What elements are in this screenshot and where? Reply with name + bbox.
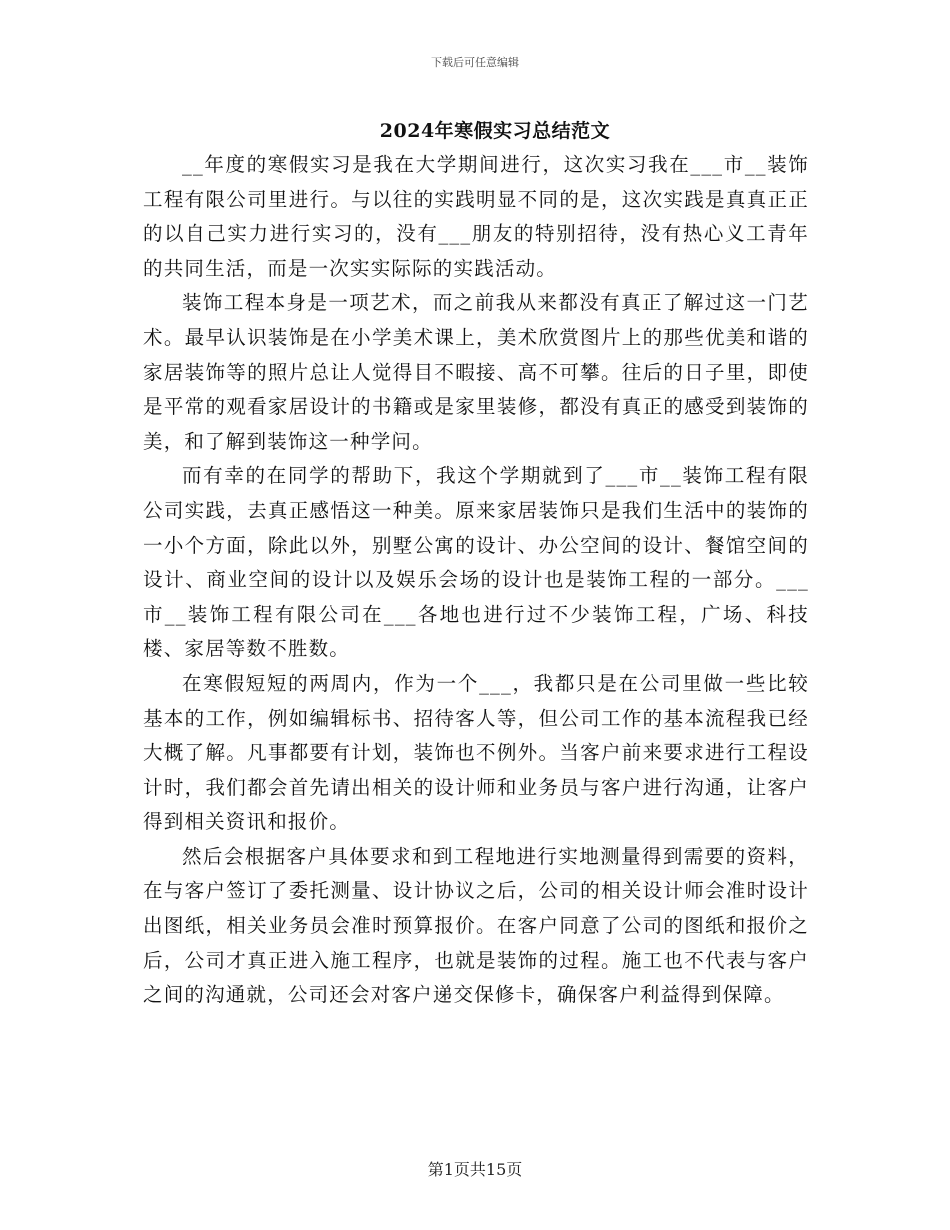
paragraph: __年度的寒假实习是我在大学期间进行，这次实习我在___市__装饰工程有限公司里进行。与以往的实践明显不同的是，这次实践是真真正正的以自己实力进行实习的，没有___朋友的特别招待，没有热心义工青年的共同生活，而是一次实实际际的实践活动。 xyxy=(143,153,809,280)
download-note: 下载后可任意编辑 xyxy=(431,56,519,69)
paragraph: 在寒假短短的两周内，作为一个___，我都只是在公司里做一些比较基本的工作，例如编辑标书、招待客人等，但公司工作的基本流程我已经大概了解。凡事都要有计划，装饰也不例外。当客户前来要求进行工程设计时，我们都会首先请出相关的设计师和业务员与客户进行沟通，让客户得到相关资讯和报价。 xyxy=(143,671,809,834)
page-number: 第1页共15页 xyxy=(427,1160,523,1179)
paragraph: 然后会根据客户具体要求和到工程地进行实地测量得到需要的资料，在与客户签订了委托测量、设计协议之后，公司的相关设计师会准时设计出图纸，相关业务员会准时预算报价。在客户同意了公司的图纸和报价之后，公司才真正进入施工程序，也就是装饰的过程。施工也不代表与客户之间的沟通就，公司还会对客户递交保修卡，确保客户利益得到保障。 xyxy=(143,844,809,1007)
paragraph: 而有幸的在同学的帮助下，我这个学期就到了___市__装饰工程有限公司实践，去真正感悟这一种美。原来家居装饰只是我们生活中的装饰的一小个方面，除此以外，别墅公寓的设计、办公空间的设计、餐馆空间的设计、商业空间的设计以及娱乐会场的设计也是装饰工程的一部分。___市__装饰工程有限公司在___各地也进行过不少装饰工程，广场、科技楼、家居等数不胜数。 xyxy=(143,464,809,661)
paragraph: 装饰工程本身是一项艺术，而之前我从来都没有真正了解过这一门艺术。最早认识装饰是在小学美术课上，美术欣赏图片上的那些优美和谐的家居装饰等的照片总让人觉得目不暇接、高不可攀。往后的日子里，即使是平常的观看家居设计的书籍或是家里装修，都没有真正的感受到装饰的美，和了解到装饰这一种学问。 xyxy=(143,291,809,453)
document-title: 2024年寒假实习总结范文 xyxy=(379,120,611,142)
document-body xyxy=(143,148,809,1013)
